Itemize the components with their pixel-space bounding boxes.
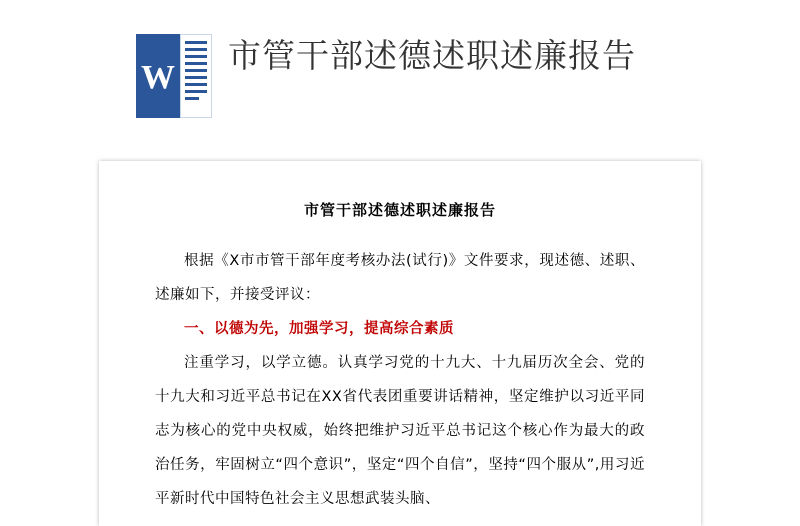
word-icon-line	[185, 55, 207, 58]
page-header	[0, 0, 800, 150]
word-icon-line	[185, 90, 207, 93]
page-title: 市管干部述德述职述廉报告	[228, 36, 636, 75]
word-icon-badge	[136, 34, 180, 118]
word-icon-lines	[180, 34, 212, 118]
word-icon-line	[185, 62, 207, 65]
document-section-heading: 一、以德为先，加强学习，提高综合素质	[184, 321, 454, 337]
document-paragraph: 根据《X市市管干部年度考核办法(试行)》文件要求，现述德、述职、述廉如下，并接受评议：	[155, 253, 645, 303]
document-page-preview	[99, 161, 701, 526]
word-icon-letter: W	[141, 59, 175, 96]
word-icon-line	[185, 83, 207, 86]
word-document-icon	[136, 34, 212, 118]
document-heading: 市管干部述德述职述廉报告	[303, 201, 496, 219]
word-icon-line	[185, 76, 207, 79]
word-icon-line	[185, 48, 207, 51]
word-icon-line	[185, 97, 199, 100]
word-icon-line	[185, 41, 207, 44]
word-icon-line	[185, 69, 207, 72]
document-body	[99, 161, 701, 516]
document-paragraph: 注重学习，以学立德。认真学习党的十九大、十九届历次全会、党的十九大和习近平总书记在XX省代表团重要讲话精神，坚定维护以习近平同志为核心的党中央权威，始终把维护习近平总书记这个核心作为最大的政治任务，牢固树立“四个意识”，坚定“四个自信”，坚持“四个服从”,用习近平新时代中国特色社会主义思想武装头脑、	[155, 355, 645, 507]
